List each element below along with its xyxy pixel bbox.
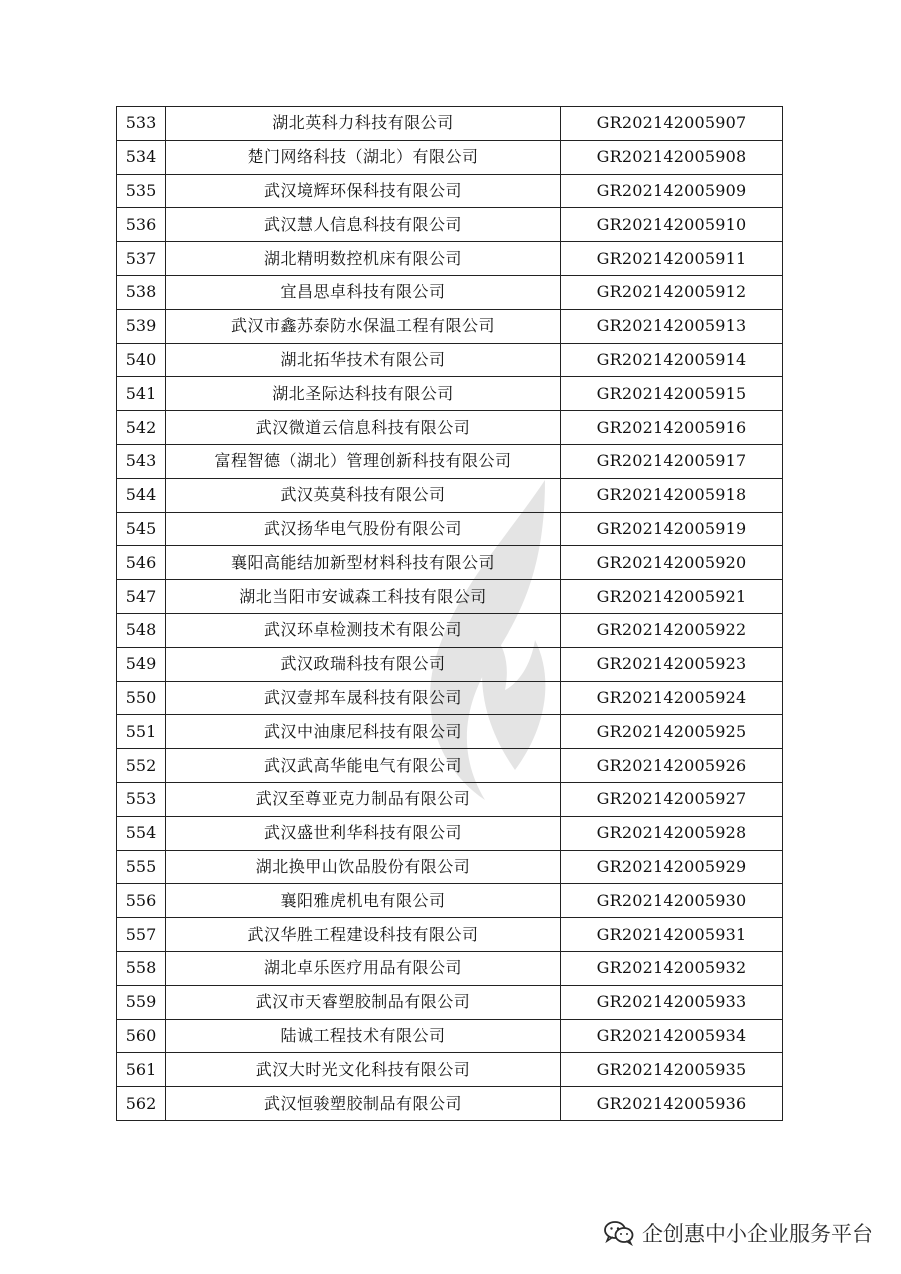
table-row [117,107,783,141]
company-name: 宜昌思卓科技有限公司 [166,275,561,309]
wechat-icon [604,1220,634,1246]
company-name: 武汉壹邦车晟科技有限公司 [166,681,561,715]
row-number: 540 [117,343,166,377]
row-number: 555 [117,850,166,884]
company-name: 湖北英科力科技有限公司 [166,107,561,141]
certificate-code: GR202142005919 [561,512,783,546]
certificate-code: GR202142005925 [561,715,783,749]
table-row [117,918,783,952]
row-number: 545 [117,512,166,546]
table-row [117,1053,783,1087]
row-number: 544 [117,478,166,512]
certificate-code: GR202142005930 [561,884,783,918]
source-badge [604,1218,873,1248]
company-name: 武汉至尊亚克力制品有限公司 [166,782,561,816]
certificate-code: GR202142005923 [561,647,783,681]
certificate-code: GR202142005913 [561,309,783,343]
row-number: 553 [117,782,166,816]
company-name: 武汉境辉环保科技有限公司 [166,174,561,208]
company-name: 武汉英莫科技有限公司 [166,478,561,512]
certificate-code: GR202142005918 [561,478,783,512]
company-name: 湖北精明数控机床有限公司 [166,242,561,276]
table-row [117,444,783,478]
table-row [117,140,783,174]
company-name: 武汉微道云信息科技有限公司 [166,411,561,445]
certificate-code: GR202142005916 [561,411,783,445]
company-name: 湖北圣际达科技有限公司 [166,377,561,411]
company-name: 武汉市鑫苏泰防水保温工程有限公司 [166,309,561,343]
certificate-code: GR202142005922 [561,613,783,647]
certificate-code: GR202142005927 [561,782,783,816]
table-row [117,1087,783,1121]
table-row [117,681,783,715]
row-number: 535 [117,174,166,208]
certificate-code: GR202142005914 [561,343,783,377]
row-number: 533 [117,107,166,141]
row-number: 539 [117,309,166,343]
certificate-code: GR202142005920 [561,546,783,580]
certificate-code: GR202142005915 [561,377,783,411]
row-number: 556 [117,884,166,918]
row-number: 536 [117,208,166,242]
company-name: 武汉大时光文化科技有限公司 [166,1053,561,1087]
row-number: 559 [117,985,166,1019]
table-row [117,749,783,783]
certificate-code: GR202142005910 [561,208,783,242]
company-name: 襄阳高能结加新型材料科技有限公司 [166,546,561,580]
certificate-code: GR202142005933 [561,985,783,1019]
company-name: 武汉盛世利华科技有限公司 [166,816,561,850]
table-row [117,377,783,411]
source-label: 企创惠中小企业服务平台 [642,1222,873,1246]
table-row [117,580,783,614]
table-row [117,647,783,681]
table-body [117,107,783,1121]
company-name: 襄阳雅虎机电有限公司 [166,884,561,918]
row-number: 537 [117,242,166,276]
certificate-code: GR202142005935 [561,1053,783,1087]
row-number: 550 [117,681,166,715]
company-name: 武汉政瑞科技有限公司 [166,647,561,681]
table-row [117,546,783,580]
table-row [117,411,783,445]
table-row [117,275,783,309]
certificate-code: GR202142005911 [561,242,783,276]
row-number: 547 [117,580,166,614]
table-row [117,208,783,242]
table-row [117,951,783,985]
company-name: 湖北卓乐医疗用品有限公司 [166,951,561,985]
row-number: 551 [117,715,166,749]
certificate-code: GR202142005934 [561,1019,783,1053]
table-row [117,242,783,276]
company-name: 湖北换甲山饮品股份有限公司 [166,850,561,884]
certificate-code: GR202142005921 [561,580,783,614]
company-name: 湖北拓华技术有限公司 [166,343,561,377]
table-row [117,782,783,816]
row-number: 558 [117,951,166,985]
company-name: 楚门网络科技（湖北）有限公司 [166,140,561,174]
table-row [117,309,783,343]
row-number: 546 [117,546,166,580]
row-number: 538 [117,275,166,309]
certificate-code: GR202142005928 [561,816,783,850]
certificate-code: GR202142005907 [561,107,783,141]
certificate-list-table [116,106,783,1121]
company-name: 富程智德（湖北）管理创新科技有限公司 [166,444,561,478]
table-row [117,512,783,546]
table-row [117,174,783,208]
row-number: 534 [117,140,166,174]
table-row [117,613,783,647]
certificate-code: GR202142005936 [561,1087,783,1121]
company-name: 武汉扬华电气股份有限公司 [166,512,561,546]
table-row [117,985,783,1019]
company-name: 武汉慧人信息科技有限公司 [166,208,561,242]
certificate-code: GR202142005917 [561,444,783,478]
certificate-code: GR202142005929 [561,850,783,884]
certificate-code: GR202142005924 [561,681,783,715]
company-name: 武汉市天睿塑胶制品有限公司 [166,985,561,1019]
company-name: 武汉中油康尼科技有限公司 [166,715,561,749]
table-row [117,850,783,884]
row-number: 560 [117,1019,166,1053]
certificate-code: GR202142005926 [561,749,783,783]
certificate-code: GR202142005909 [561,174,783,208]
company-name: 武汉恒骏塑胶制品有限公司 [166,1087,561,1121]
company-name: 陆诚工程技术有限公司 [166,1019,561,1053]
table-row [117,1019,783,1053]
row-number: 557 [117,918,166,952]
table-row [117,343,783,377]
company-name: 武汉环卓检测技术有限公司 [166,613,561,647]
row-number: 548 [117,613,166,647]
row-number: 562 [117,1087,166,1121]
company-name: 武汉武高华能电气有限公司 [166,749,561,783]
company-name: 湖北当阳市安诚森工科技有限公司 [166,580,561,614]
row-number: 543 [117,444,166,478]
table-row [117,816,783,850]
certificate-code: GR202142005908 [561,140,783,174]
row-number: 552 [117,749,166,783]
row-number: 541 [117,377,166,411]
row-number: 542 [117,411,166,445]
certificate-code: GR202142005931 [561,918,783,952]
table-row [117,884,783,918]
row-number: 549 [117,647,166,681]
table-row [117,478,783,512]
certificate-code: GR202142005932 [561,951,783,985]
row-number: 561 [117,1053,166,1087]
certificate-code: GR202142005912 [561,275,783,309]
table-row [117,715,783,749]
row-number: 554 [117,816,166,850]
company-name: 武汉华胜工程建设科技有限公司 [166,918,561,952]
